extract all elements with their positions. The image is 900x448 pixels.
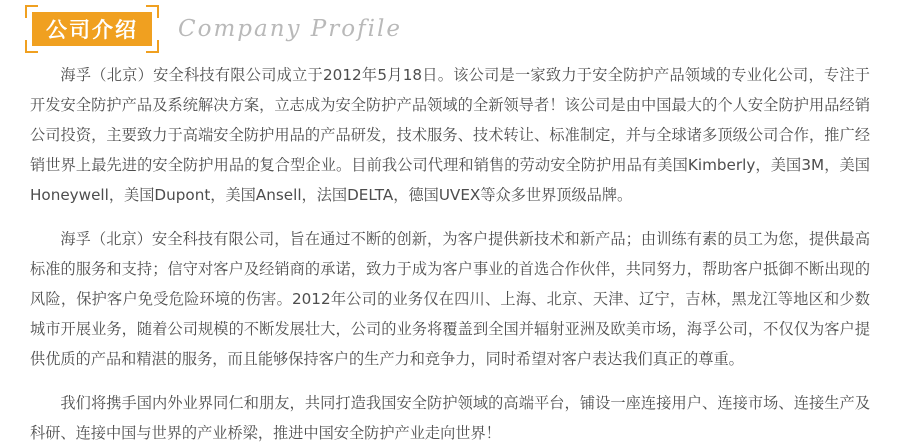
profile-body <box>14 52 886 448</box>
section-title-english: Company Profile <box>178 16 402 42</box>
bracket-top-right-icon <box>146 5 159 18</box>
section-title-label: 公司介绍 <box>46 18 138 42</box>
section-title-badge <box>32 12 152 46</box>
paragraph: 海孚（北京）安全科技有限公司成立于2012年5月18日。该公司是一家致力于安全防护产品领域的专业化公司，专注于开发安全防护产品及系统解决方案，立志成为安全防护产品领域的全新领导者！该公司是由中国最大的个人安全防护用品经销公司投资，主要致力于高端安全防护用品的产品研发，技术服务、技术转让、标准制定，并与全球诸多顶级公司合作，推广经销世界上最先进的安全防护用品的复合型企业。目前我公司代理和销售的劳动安全防护用品有美国Kimberly，美国3M，美国Honeywell，美国Dupont，美国Ansell，法国DELTA，德国UVEX等众多世界顶级品牌。 <box>30 66 870 204</box>
paragraph: 我们将携手国内外业界同仁和朋友，共同打造我国安全防护领域的高端平台，铺设一座连接用户、连接市场、连接生产及科研、连接中国与世界的产业桥梁，推进中国安全防护产业走向世界！ <box>30 394 870 442</box>
paragraph: 海孚（北京）安全科技有限公司，旨在通过不断的创新，为客户提供新技术和新产品；由训练有素的员工为您，提供最高标准的服务和支持；信守对客户及经销商的承诺，致力于成为客户事业的首选合作伙伴，共同努力，帮助客户抵御不断出现的风险，保护客户免受危险环境的伤害。2012年公司的业务仅在四川、上海、北京、天津、辽宁，吉林，黑龙江等地区和少数城市开展业务，随着公司规模的不断发展壮大，公司的业务将覆盖到全国并辐射亚洲及欧美市场，海孚公司，不仅仅为客户提供优质的产品和精湛的服务，而且能够保持客户的生产力和竞争力，同时希望对客户表达我们真正的尊重。 <box>30 230 870 368</box>
page-header <box>14 0 886 52</box>
bracket-bottom-left-icon <box>25 40 38 53</box>
